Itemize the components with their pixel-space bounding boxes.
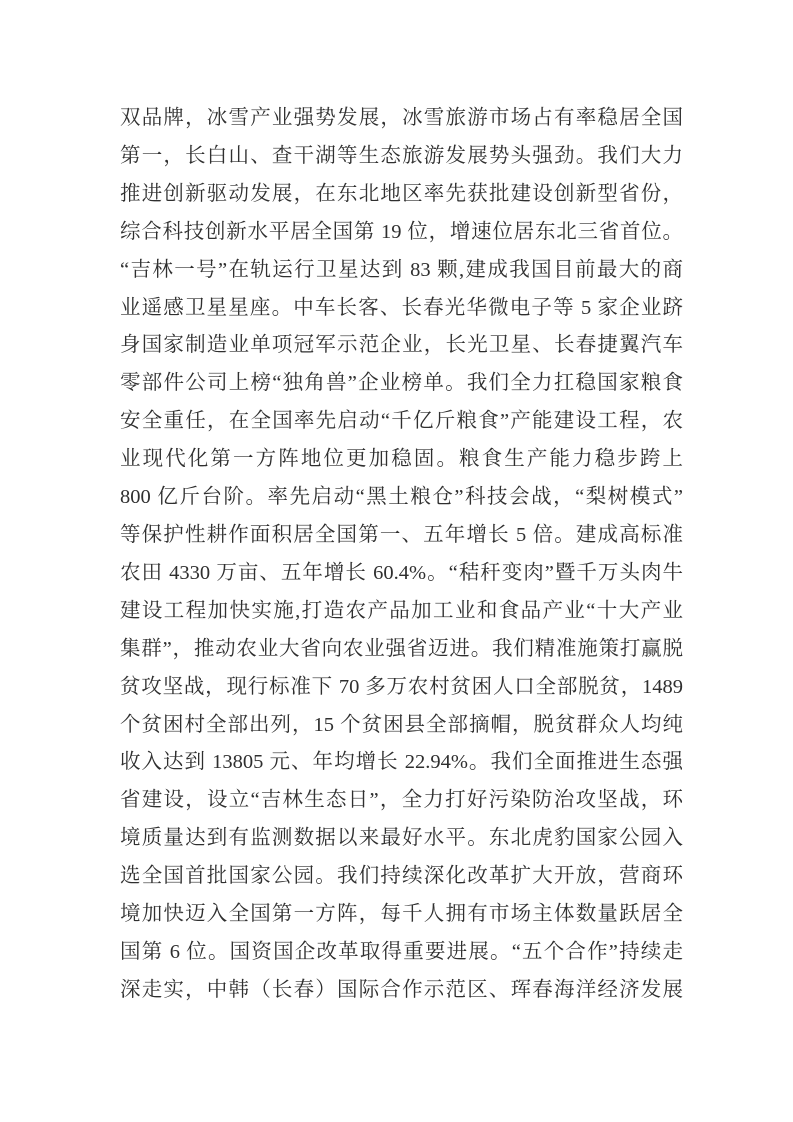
text-line-16: 贫攻坚战，现行标准下 70 多万农村贫困人口全部脱贫，1489: [120, 675, 683, 698]
text-line-14: 建设工程加快实施,打造农产品加工业和食品产业“十大产业: [120, 599, 683, 622]
text-line-13: 农田 4330 万亩、五年增长 60.4%。“秸秆变肉”暨千万头肉牛: [120, 561, 683, 584]
text-line-8: 零部件公司上榜“独角兽”企业榜单。我们全力扛稳国家粮食: [120, 372, 683, 395]
text-line-17: 个贫困村全部出列，15 个贫困县全部摘帽，脱贫群众人均纯: [120, 713, 683, 736]
text-line-3: 推进创新驱动发展，在东北地区率先获批建设创新型省份，: [120, 182, 683, 205]
text-line-2: 第一，长白山、查干湖等生态旅游发展势头强劲。我们大力: [120, 144, 683, 167]
text-line-15: 集群”，推动农业大省向农业强省迈进。我们精准施策打赢脱: [120, 637, 683, 660]
text-line-9: 安全重任，在全国率先启动“千亿斤粮食”产能建设工程，农: [120, 410, 683, 433]
text-line-10: 业现代化第一方阵地位更加稳固。粮食生产能力稳步跨上: [120, 448, 683, 471]
body-paragraph: [120, 100, 683, 1010]
text-line-21: 选全国首批国家公园。我们持续深化改革扩大开放，营商环: [120, 865, 683, 888]
text-line-18: 收入达到 13805 元、年均增长 22.94%。我们全面推进生态强: [120, 751, 683, 774]
text-line-1: 双品牌，冰雪产业强势发展，冰雪旅游市场占有率稳居全国: [120, 107, 683, 129]
text-line-20: 境质量达到有监测数据以来最好水平。东北虎豹国家公园入: [120, 827, 683, 850]
text-line-7: 身国家制造业单项冠军示范企业，长光卫星、长春捷翼汽车: [120, 334, 683, 357]
text-line-11: 800 亿斤台阶。率先启动“黑土粮仓”科技会战，“梨树模式”: [120, 486, 683, 509]
text-line-6: 业遥感卫星星座。中车长客、长春光华微电子等 5 家企业跻: [120, 296, 683, 319]
text-line-19: 省建设，设立“吉林生态日”，全力打好污染防治攻坚战，环: [120, 789, 683, 812]
text-line-12: 等保护性耕作面积居全国第一、五年增长 5 倍。建成高标准: [120, 523, 683, 546]
text-line-22: 境加快迈入全国第一方阵，每千人拥有市场主体数量跃居全: [120, 903, 683, 926]
text-line-24: 深走实，中韩（长春）国际合作示范区、珲春海洋经济发展: [120, 978, 683, 1001]
text-line-4: 综合科技创新水平居全国第 19 位，增速位居东北三省首位。: [120, 220, 683, 243]
text-line-23: 国第 6 位。国资国企改革取得重要进展。“五个合作”持续走: [120, 940, 683, 963]
text-line-5: “吉林一号”在轨运行卫星达到 83 颗,建成我国目前最大的商: [120, 258, 683, 281]
